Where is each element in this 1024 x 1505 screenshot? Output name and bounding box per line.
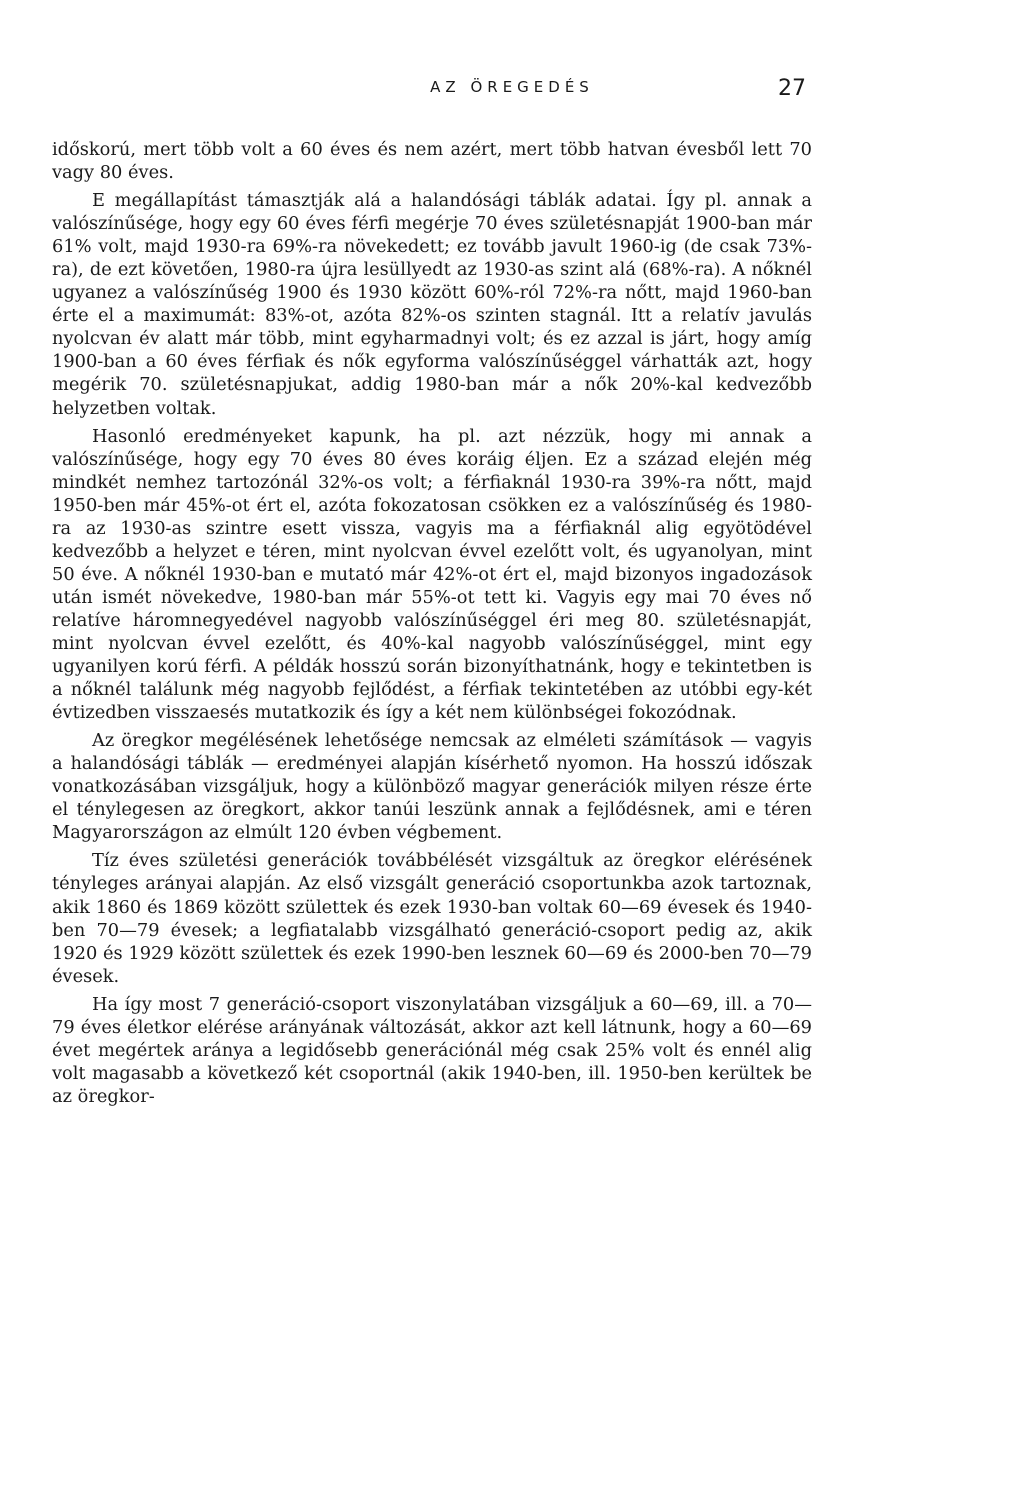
- paragraph-4: Az öregkor megélésének lehetősége nemcsak az elméleti számítások — vagyis a halandósági táblák — eredményei alapján kísérhető nyomon. Ha hosszú időszak vonatkozásában vizsgáljuk, hogy a különböző magyar generációk milyen része érte el ténylegesen az öregkort, akkor tanúi leszünk annak a fejlődésnek, ami e téren Magyarországon az elmúlt 120 évben végbement.: [52, 730, 812, 844]
- paragraph-6: Ha így most 7 generáció-csoport viszonylatában vizsgáljuk a 60—69, ill. a 70—79 éves életkor elérése arányának változását, akkor azt kell látnunk, hogy a 60—69 évet megértek aránya a legidősebb generációnál még csak 25% volt és ennél alig volt magasabb a következő két csoportnál (akik 1940-ben, ill. 1950-ben kerültek be az öregkor-: [52, 993, 812, 1107]
- paragraph-5: Tíz éves születési generációk továbbélését vizsgáltuk az öregkor elérésének tényleges arányai alapján. Az első vizsgált generáció csoportunkba azok tartoznak, akik 1860 és 1869 között születtek és ezek 1930-ban voltak 60—69 évesek és 1940-ben 70—79 évesek; a legfiatalabb vizsgálható generáció-csoport pedig az, akik 1920 és 1929 között születtek és ezek 1990-ben lesznek 60—69 és 2000-ben 70—79 évesek.: [52, 850, 812, 987]
- paragraph-1: időskorú, mert több volt a 60 éves és nem azért, mert több hatvan évesből lett 70 vagy 80 éves.: [52, 139, 812, 184]
- page-header: [0, 72, 1024, 112]
- page-number: 27: [778, 76, 806, 101]
- paragraph-3: Hasonló eredményeket kapunk, ha pl. azt nézzük, hogy mi annak a valószínűsége, hogy egy 70 éves 80 éves koráig éljen. Ez a század elején még mindkét nemhez tartozónál 32%-os volt; a férfiaknál 1930-ra 39%-ra nőtt, majd 1950-ben már 45%-ot ért el, azóta fokozatosan csökken ez a valószínűség és 1980-ra az 1930-as szintre esett vissza, vagyis ma a férfiaknál alig egyötödével kedvezőbb a helyzet e téren, mint nyolcvan évvel ezelőtt volt, és ugyanolyan, mint 50 éve. A nőknél 1930-ban e mutató már 42%-ot ért el, majd bizonyos ingadozások után ismét növekedve, 1980-ban már 55%-ot tett ki. Vagyis egy mai 70 éves nő relatíve háromnegyedével nagyobb valószínűséggel éri meg 80. születésnapját, mint nyolcvan évvel ezelőtt, és 40%-kal nagyobb valószínűséggel, mint egy ugyanilyen korú férfi. A példák hosszú során bizonyíthatnánk, hogy e tekintetben is a nőknél találunk még nagyobb fejlődést, a férfiak tekintetében az utóbbi egy-két évtizedben visszaesés mutatkozik és így a két nem különbségei fokozódnak.: [52, 425, 812, 724]
- running-title: AZ ÖREGEDÉS: [430, 78, 594, 96]
- paragraph-2: E megállapítást támasztják alá a halandósági táblák adatai. Így pl. annak a valószínűsége, hogy egy 60 éves férfi megérje 70 éves születésnapját 1900-ban már 61% volt, majd 1930-ra 69%-ra növekedett; ez tovább javult 1960-ig (de csak 73%-ra), de ezt követően, 1980-ra újra lesüllyedt az 1930-as szint alá (68%-ra). A nőknél ugyanez a valószínűség 1900 és 1930 között 60%-ról 72%-ra nőtt, majd 1960-ban érte el a maximumát: 83%-ot, azóta 82%-os szinten stagnál. Itt a relatív javulás nyolcvan év alatt már több, mint egyharmadnyi volt; és ez azzal is járt, hogy amíg 1900-ban a 60 éves férfiak és nők egyforma valószínűséggel várhatták azt, hogy megérik 70. születésnapjukat, addig 1980-ban már a nők 20%-kal kedvezőbb helyzetben voltak.: [52, 190, 812, 419]
- body-text: [52, 138, 812, 1113]
